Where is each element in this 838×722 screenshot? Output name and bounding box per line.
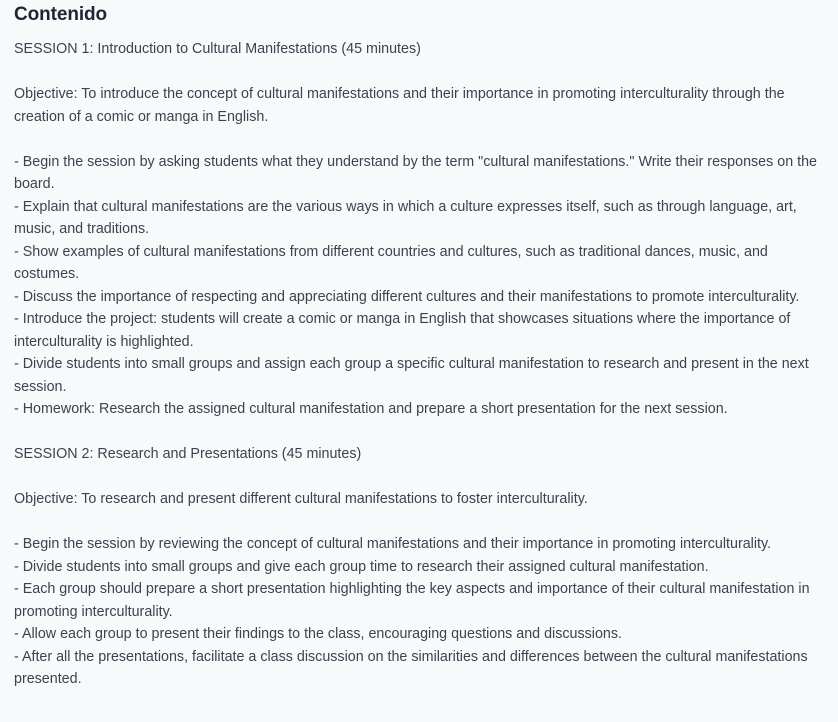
session1-title: SESSION 1: Introduction to Cultural Manifestations (45 minutes) bbox=[14, 41, 421, 57]
session2-item: - Begin the session by reviewing the concept of cultural manifestations and their importance in promoting interculturality. bbox=[14, 536, 772, 552]
session1-item: - Divide students into small groups and assign each group a specific cultural manifestation to research and present in the next session. bbox=[14, 356, 809, 395]
session1-item: - Begin the session by asking students what they understand by the term "cultural manifestations." Write their responses on the board. bbox=[14, 153, 817, 192]
spacer bbox=[14, 61, 829, 84]
session2-title: SESSION 2: Research and Presentations (45 minutes) bbox=[14, 446, 362, 462]
session2-item: - Divide students into small groups and give each group time to research their assigned cultural manifestation. bbox=[14, 558, 709, 575]
session1-item: - Show examples of cultural manifestations from different countries and cultures, such as traditional dances, music, and costumes. bbox=[14, 243, 768, 282]
session1-item: - Explain that cultural manifestations are the various ways in which a culture expresses itself, such as through language, art, music, and traditions. bbox=[14, 198, 797, 237]
session1-item: - Homework: Research the assigned cultural manifestation and prepare a short presentation for the next session. bbox=[14, 401, 728, 417]
session1-objective: Objective: To introduce the concept of cultural manifestations and their importance in promoting interculturality through the creation of a comic or manga in English. bbox=[14, 86, 785, 125]
spacer bbox=[14, 466, 829, 489]
session2-item: - Allow each group to present their findings to the class, encouraging questions and discussions. bbox=[14, 626, 622, 642]
content-body bbox=[14, 38, 829, 691]
section-heading: Contenido bbox=[14, 4, 108, 25]
session2-item: - Each group should prepare a short presentation highlighting the key aspects and importance of their cultural manifestation in promoting interculturality. bbox=[14, 581, 810, 620]
session1-item: - Discuss the importance of respecting and appreciating different cultures and their manifestations to promote interculturality. bbox=[14, 288, 800, 305]
spacer bbox=[14, 511, 829, 534]
spacer bbox=[14, 128, 829, 151]
spacer bbox=[14, 421, 829, 444]
session2-objective: Objective: To research and present different cultural manifestations to foster interculturality. bbox=[14, 491, 588, 507]
session1-item: - Introduce the project: students will create a comic or manga in English that showcases situations where the importance of interculturality is highlighted. bbox=[14, 311, 791, 350]
session2-item: - After all the presentations, facilitate a class discussion on the similarities and differences between the cultural manifestations presented. bbox=[14, 648, 808, 687]
